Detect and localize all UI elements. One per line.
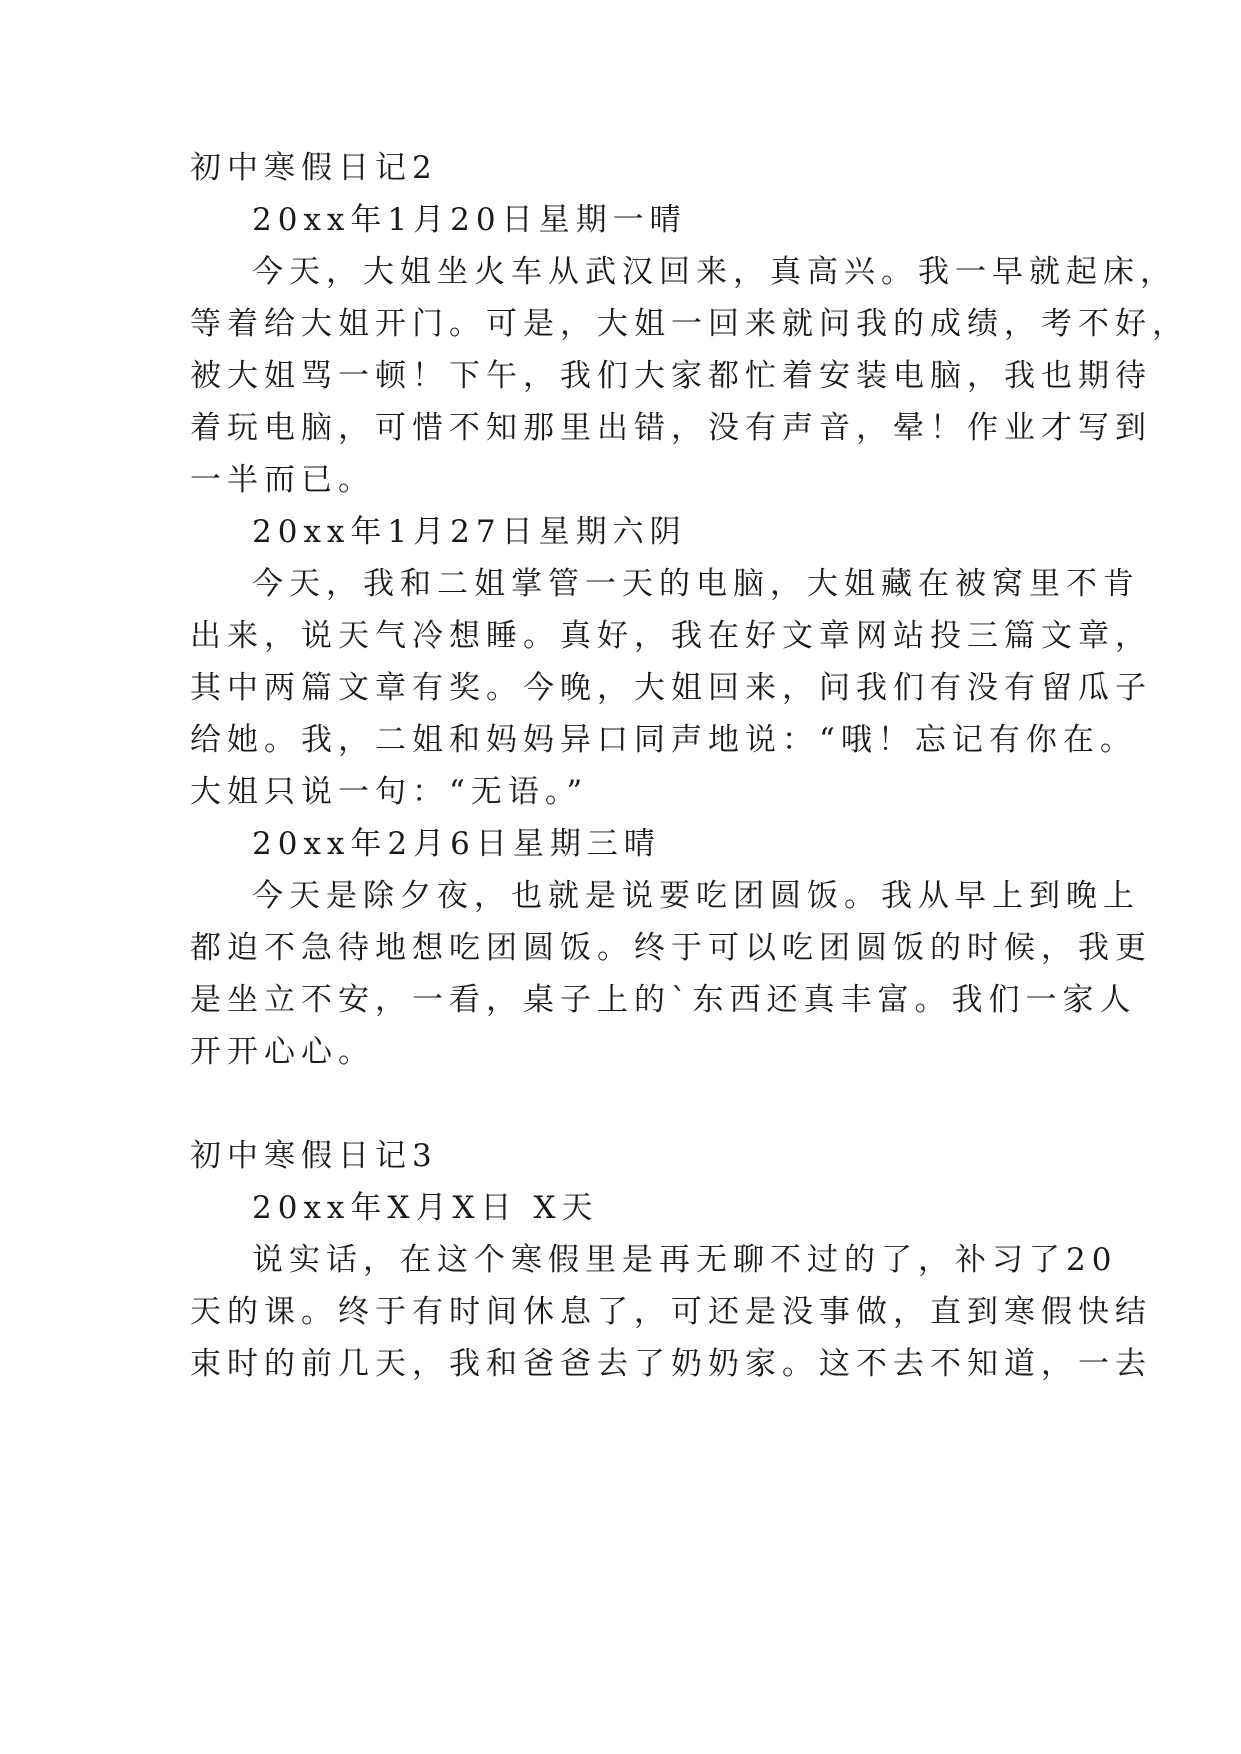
paragraph-line: 是坐立不安，一看，桌子上的`东西还真丰富。我们一家人 xyxy=(190,982,1137,1018)
paragraph-line: 今天，大姐坐火车从武汉回来，真高兴。我一早就起床， xyxy=(252,254,1177,290)
paragraph-line: 着玩电脑，可惜不知那里出错，没有声音，晕！作业才写到 xyxy=(190,410,1152,446)
paragraph-line: 给她。我，二姐和妈妈异口同声地说：“哦！忘记有你在。 xyxy=(190,722,1137,758)
paragraph-line: 一半而已。 xyxy=(190,462,375,498)
paragraph-line: 说实话，在这个寒假里是再无聊不过的了，补习了20 xyxy=(252,1242,1118,1278)
entry-date: 20xx年1月27日星期六阴 xyxy=(252,514,687,550)
paragraph-line: 其中两篇文章有奖。今晚，大姐回来，问我们有没有留瓜子 xyxy=(190,670,1152,706)
paragraph-line: 等着给大姐开门。可是，大姐一回来就问我的成绩，考不好， xyxy=(190,306,1189,342)
paragraph-line: 天的课。终于有时间休息了，可还是没事做，直到寒假快结 xyxy=(190,1294,1152,1330)
paragraph-line: 束时的前几天，我和爸爸去了奶奶家。这不去不知道，一去 xyxy=(190,1346,1152,1382)
entry-date: 20xx年2月6日星期三晴 xyxy=(252,826,661,862)
paragraph-line: 大姐只说一句：“无语。” xyxy=(190,774,589,810)
paragraph-line: 都迫不急待地想吃团圆饭。终于可以吃团圆饭的时候，我更 xyxy=(190,930,1152,966)
paragraph-line: 出来，说天气冷想睡。真好，我在好文章网站投三篇文章， xyxy=(190,618,1152,654)
section-heading: 初中寒假日记3 xyxy=(190,1138,438,1174)
paragraph-line: 今天，我和二姐掌管一天的电脑，大姐藏在被窝里不肯 xyxy=(252,566,1140,602)
paragraph-line: 开开心心。 xyxy=(190,1034,375,1070)
paragraph-line: 被大姐骂一顿！下午，我们大家都忙着安装电脑，我也期待 xyxy=(190,358,1152,394)
paragraph-line: 今天是除夕夜，也就是说要吃团圆饭。我从早上到晚上 xyxy=(252,878,1140,914)
entry-date: 20xx年1月20日星期一晴 xyxy=(252,202,687,238)
section-heading: 初中寒假日记2 xyxy=(190,150,438,186)
entry-date: 20xx年X月X日 X天 xyxy=(252,1190,599,1226)
